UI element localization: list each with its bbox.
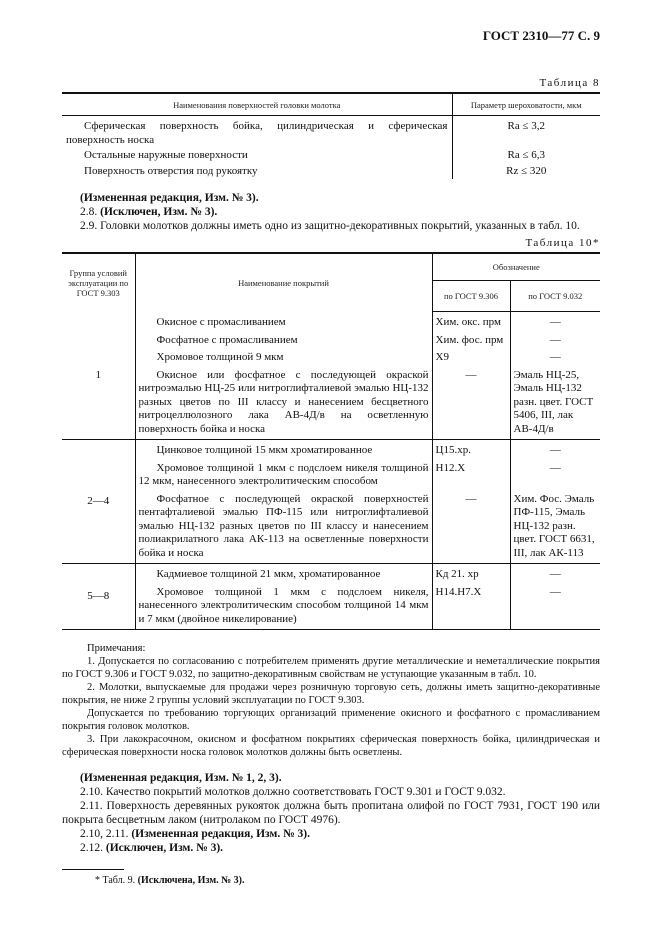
coating-name: Фосфатное с последующей окраской поверхностей пентафталиевой эмалью ПФ-115 или нитроглифталиевой эмалью НЦ-132 разных цветов по III классу и нанесением полиакрилатного лака АК-113 на осветленные поверхности бойка и носка xyxy=(135,492,432,564)
group-number: 1 xyxy=(62,312,135,440)
table-row xyxy=(62,333,600,351)
coating-name: Фосфатное с промасливанием xyxy=(135,333,432,351)
table10-group xyxy=(62,564,600,630)
coating-name: Хромовое толщиной 9 мкм xyxy=(135,350,432,368)
table8-caption: Таблица 8 xyxy=(539,77,600,89)
table-row: Сферическая поверхность бойка, цилиндрическая и сферическая поверхность носка Ra ≤ 3,2 xyxy=(62,116,600,149)
designation-9032: — xyxy=(549,444,561,456)
designation-9306: — xyxy=(432,492,510,564)
designation-9032: Хим. Фос. Эмаль ПФ-115, Эмаль НЦ-132 разн. цвет. ГОСТ 6631, III, лак АК-113 xyxy=(510,492,600,564)
coating-name: Хромовое толщиной 1 мкм с подслоем никеля, нанесенного электролитическим способом толщиной 14 мкм и 7 мкм (двойное никелирование) xyxy=(135,585,432,630)
table10-group xyxy=(62,440,600,564)
table-row: Поверхность отверстия под рукоятку Rz ≤ 320 xyxy=(62,164,600,180)
header-gost-9306: по ГОСТ 9.306 xyxy=(432,281,510,312)
paragraphs-2-10-2-12: (Измененная редакция, Изм. № 1, 2, 3). 2.10. Качество покрытий молотков должно соответствовать ГОСТ 9.301 и ГОСТ 9.032. 2.11. Поверхность деревянных рукояток должна быть пропитана олифой по ГОСТ 7931, ГОСТ 190 или покрыта бесцветным лаком (нитролаком по ГОСТ 4976). 2.10, 2.11. (Измененная редакция, Изм. № 3). 2.12. (Исключен, Изм. № 3). xyxy=(62,772,600,854)
table-row xyxy=(62,350,600,368)
designation-9032: — xyxy=(549,461,561,474)
coating-name: Окисное с промасливанием xyxy=(135,312,432,333)
coating-name: Хромовое толщиной 1 мкм с подслоем никеля толщиной 12 мкм, нанесенного электролитическим способом xyxy=(135,461,432,492)
table-row xyxy=(62,440,600,461)
designation-9032: — xyxy=(549,333,561,346)
designation-9306: Хим. окс. прм xyxy=(432,312,510,333)
designation-9032: — xyxy=(549,568,561,580)
designation-9306: Н14.Н7.Х xyxy=(432,585,510,630)
designation-9306: Х9 xyxy=(432,350,510,368)
table10-caption: Таблица 10* xyxy=(525,237,600,249)
table8-col-roughness: Параметр шероховатости, мкм xyxy=(452,93,600,116)
table8 xyxy=(62,92,600,179)
header-gost-9032: по ГОСТ 9.032 xyxy=(510,281,600,312)
page-header: ГОСТ 2310—77 С. 9 xyxy=(482,28,600,43)
designation-9306: Кд 21. хр xyxy=(432,564,510,585)
table8-col-surface: Наименования поверхностей головки молотка xyxy=(62,93,452,116)
notes: Примечания: 1. Допускается по согласованию с потребителем применять другие металлические и неметаллические покрытия по ГОСТ 9.306 и ГОСТ 9.032, по защитно-декоративным свойствам не уступающие указанным в табл. 10. 2. Молотки, выпускаемые для продажи через розничную торговую сеть, должны иметь защитно-декоративные покрытия, не ниже 2 группы условий эксплуатации по ГОСТ 9.303. Допускается по требованию торгующих организаций применение окисного и фосфатного с промасливанием покрытия головок молотков. 3. При лакокрасочном, окисном и фосфатном покрытиях сферическая поверхность бойка, цилиндрическая и сферическая поверхности носка головок молотков должны быть осветлены. xyxy=(62,643,600,758)
designation-9306: Хим. фос. прм xyxy=(432,333,510,351)
designation-9306: — xyxy=(432,368,510,440)
designation-9032: — xyxy=(549,316,561,328)
paragraphs-2-8-2-9: (Измененная редакция, Изм. № 3). 2.8. (Исключен, Изм. № 3). 2.9. Головки молотков должны иметь одно из защитно-декоративных покрытий, указанных в табл. 10. xyxy=(80,192,580,232)
table-row: Остальные наружные поверхности Ra ≤ 6,3 xyxy=(62,148,600,164)
table10 xyxy=(62,252,600,630)
header-designation: Обозначение xyxy=(492,262,540,272)
table-row xyxy=(62,461,600,492)
header-name: Наименование покрытий xyxy=(135,253,432,312)
designation-9032: — xyxy=(549,351,561,363)
table-row xyxy=(62,564,600,585)
footnote-divider xyxy=(62,869,124,870)
coating-name: Цинковое толщиной 15 мкм хроматированное xyxy=(135,440,432,461)
header-group: Группа условий эксплуатации по ГОСТ 9.303 xyxy=(62,253,135,312)
coating-name: Окисное или фосфатное с последующей окраской нитроэмалью НЦ-25 или нитроглифталиевой эмалью НЦ-132 разных цветов по III классу и нанесением бесцветного нитроцеллюлозного лака АВ-4Д/в на осветленную поверхность бойка и носка xyxy=(135,368,432,440)
table10-group xyxy=(62,312,600,440)
group-number: 5—8 xyxy=(62,564,135,630)
table-row xyxy=(62,585,600,630)
table-row xyxy=(62,312,600,333)
footnote: * Табл. 9. (Исключена, Изм. № 3). xyxy=(95,875,245,886)
table-row xyxy=(62,368,600,440)
designation-9306: Н12.Х xyxy=(432,461,510,492)
coating-name: Кадмиевое толщиной 21 мкм, хроматированное xyxy=(135,564,432,585)
designation-9306: Ц15.хр. xyxy=(432,440,510,461)
designation-9032: Эмаль НЦ-25, Эмаль НЦ-132 разн. цвет. ГОСТ 5406, III, лак АВ-4Д/в xyxy=(510,368,600,440)
group-number: 2—4 xyxy=(62,440,135,564)
table-row xyxy=(62,492,600,564)
designation-9032: — xyxy=(510,585,600,630)
